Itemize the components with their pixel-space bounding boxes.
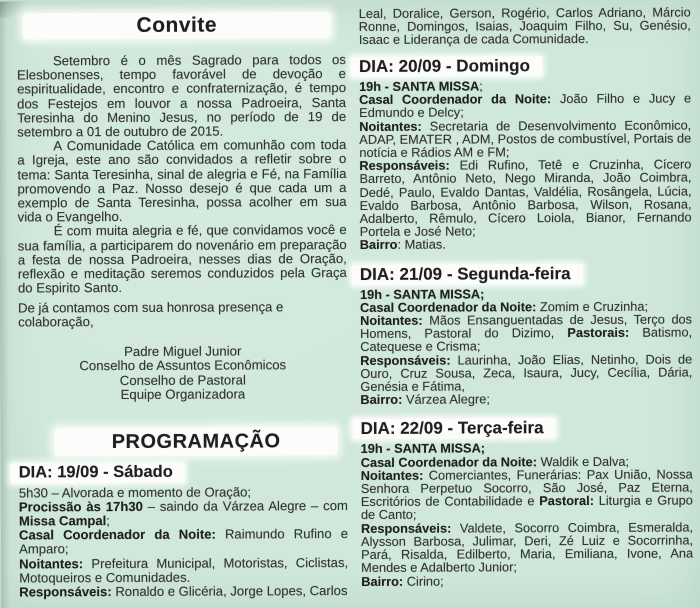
- program-line-text: Edi Rufino, Tetê e Cruzinha, Cícero Barreto, Antônio Neto, Nego Miranda, João Coimbra, Dedé, Paulo, Evaldo Dantas, Valdélia, Rosângela, Lúcia, Evaldo Barbosa, Antônio Barbosa, Wilson, Rosana, Adalberto, Rêmulo, Cícero Loiola, Bianor, Fernando Portela e José Neto;: [359, 156, 692, 240]
- program-line-text: ;: [479, 78, 483, 94]
- signature-line: Conselho de Assuntos Econômicos: [79, 357, 287, 374]
- program-line-text: Zomim e Cruzinha;: [536, 298, 649, 315]
- program-line-label: Bairro: [359, 237, 398, 253]
- program-line-label: Responsáveis:: [360, 352, 451, 368]
- program-line-text: Cirino;: [403, 573, 444, 589]
- program-line: [360, 352, 692, 393]
- program-line-label: Casal Coordenador da Noite:: [359, 299, 537, 315]
- signature-line: Equipe Organizadora: [120, 386, 246, 403]
- program-line-label: Casal Coordenador da Noite:: [360, 453, 538, 470]
- day-heading: DIA: 20/09 - Domingo: [351, 56, 542, 77]
- invite-title-band: [23, 12, 331, 39]
- program-line: [19, 499, 348, 529]
- program-line-text: 5h30 – Alvorada e momento de Oração;: [18, 483, 252, 500]
- program-line-label: Noitantes:: [360, 467, 424, 483]
- program-line-text: Comerciantes, Funerárias: Pax União, Nossa Senhora Perpetuo Socorro, São José, Paz Eterna, Escritórios de Contabilidade e: [360, 466, 693, 510]
- program-day: [19, 462, 349, 600]
- program-line: [19, 584, 348, 600]
- program-line-label: Noitantes:: [19, 555, 84, 571]
- program-line-text: : Matias.: [397, 237, 446, 253]
- scan-edge-artifact: [0, 1, 11, 608]
- program-line: [19, 527, 348, 557]
- program-line: [359, 118, 691, 159]
- day-heading: DIA: 22/09 - Terça-feira: [353, 419, 556, 440]
- program-line-text: Secretaria de Desenvolvimento Econômico, ADAP, EMATER , ADM, Postos de combustível, Portais de notícia e Rádios AM e FM;: [359, 117, 692, 160]
- program-line-label: 19h - SANTA MISSA;: [359, 286, 485, 302]
- program-line-label: Casal Coordenador da Noite:: [359, 91, 552, 108]
- program-line-text: Waldik e Dalva;: [536, 453, 630, 469]
- invite-paragraph: É com muita alegria e fé, que convidamos você e sua família, a participarem do novenário em preparação a festa de nossa Padroeira, nesses dias de Oração, reflexão e meditação seremos conduzidos pela Graça do Espirito Santo.: [17, 222, 347, 296]
- program-line: [361, 467, 693, 521]
- program-line-label: Bairro:: [360, 392, 403, 408]
- day-heading: DIA: 19/09 - Sábado: [11, 463, 185, 483]
- program-line-text: – saindo da Várzea Alegre – com: [142, 497, 348, 514]
- program-line-label: Noitantes:: [359, 118, 422, 134]
- invite-paragraph: A Comunidade Católica em comunhão com toda a Igreja, este ano são convidados a refletir sobre o tema: Santa Teresinha, sinal de alegria e Fé, na Família promovendo a Paz. Nosso desejo é que cada um a exemplo de Santa Teresinha, possa acolher em sua vida o Evangelho.: [17, 137, 347, 225]
- program-line: [359, 158, 691, 239]
- program-line-text: Liturgia e Grupo de Canto;: [360, 492, 693, 523]
- program-day: [360, 405, 693, 588]
- program-line-text: Prefeitura Municipal, Motoristas, Ciclistas, Motoqueiros e Comunidades.: [19, 554, 349, 586]
- program-line-label: Procissão às 17h30: [18, 498, 143, 515]
- program-line-text: Batismo, Catequese e Crisma;: [360, 324, 693, 355]
- signature-line: Conselho de Pastoral: [119, 372, 246, 388]
- invite-title: Convite: [136, 13, 218, 37]
- program-line-label: Casal Coordenador da Noite:: [18, 526, 216, 543]
- program-line: [359, 92, 691, 120]
- program-line-label: Pastoral:: [539, 493, 594, 509]
- program-line: [360, 313, 692, 354]
- invite-paragraph: Setembro é o mês Sagrado para todos os Elesbonenses, tempo favorável de devoção e espiritualidade, encontro e confraternização, é tempo dos Festejos em louvor a nossa Padroeira, Santa Teresinha do Menino Jesus, no período de 19 de setembro a 01 de outubro de 2015.: [16, 52, 347, 140]
- program-line-text: ;: [106, 512, 110, 528]
- signature-block: [18, 344, 347, 403]
- program-line-text: Valdete, Socorro Coimbra, Esmeralda, Alysson Barbosa, Julimar, Deri, Zé Luiz e Socorrinha, Pará, Risalda, Edilberto, Maria, Emiliana, Ivone, Ana Mendes e Adalberto Junior;: [361, 519, 694, 576]
- program-days-left-column: [19, 462, 349, 600]
- program-line: [361, 520, 693, 574]
- program-title: PROGRAMAÇÃO: [111, 429, 281, 453]
- program-line-text: Várzea Alegre;: [402, 391, 490, 408]
- program-line-label: Noitantes:: [360, 312, 423, 329]
- program-line-text: Laurinha, João Elias, Netinho, Dois de Ouro, Cruz Sousa, Zeca, Isaura, Jucy, Cecília, Dária, Genésia e Fátima,: [360, 351, 693, 395]
- program-line-label: Responsáveis:: [360, 520, 452, 536]
- invite-body: [17, 53, 347, 296]
- program-line-text: Mãos Ensanguentadas de Jesus, Terço dos Homens, Pastoral do Dizimo,: [360, 311, 693, 342]
- program-line: [361, 573, 693, 588]
- responsibles-continuation-text: Leal, Doralice, Gerson, Rogério, Carlos Adriano, Márcio Ronne, Domingos, Isaias, Joaquim Filho, Su, Genésio, Isaac e Liderança de cada Comunidade.: [358, 4, 691, 48]
- signature-line: Padre Miguel Junior: [124, 343, 242, 359]
- program-line-text: Raimundo Rufino e Amparo;: [19, 526, 349, 557]
- program-line-label: Pastorais:: [567, 325, 630, 341]
- closing-line: De já contamos com sua honrosa presença e colaboração,: [17, 299, 284, 330]
- program-line-label: 19h - SANTA MISSA: [359, 78, 480, 94]
- program-line: [19, 556, 348, 586]
- program-line-text: João Filho e Jucy e Edmundo e Delcy;: [359, 90, 692, 121]
- program-line-label: 19h - SANTA MISSA;: [360, 440, 486, 457]
- program-line-label: Responsáveis:: [359, 157, 450, 174]
- program-day: [359, 54, 692, 252]
- day-heading: DIA: 21/09 - Segunda-feira: [352, 264, 583, 285]
- program-title-band: [55, 427, 338, 456]
- program-line-label: Missa Campal: [18, 512, 107, 529]
- program-line-label: Responsáveis:: [19, 583, 112, 600]
- program-day: [360, 250, 693, 406]
- program-days-right-column: [359, 54, 693, 588]
- program-line-label: Bairro:: [361, 573, 404, 589]
- program-line-text: Ronaldo e Glicéria, Jorge Lopes, Carlos: [111, 582, 348, 599]
